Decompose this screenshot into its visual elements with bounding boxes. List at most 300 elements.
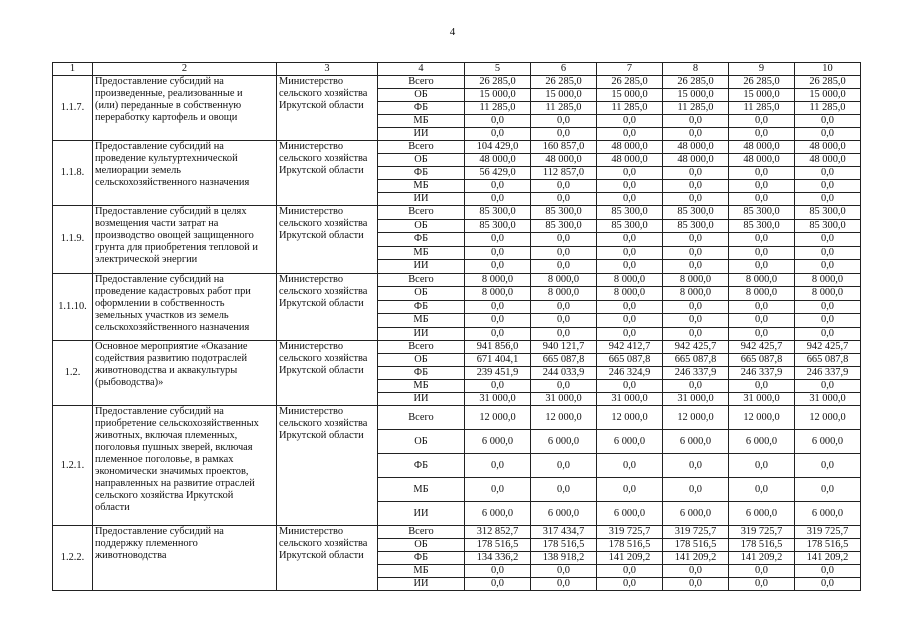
executor-line: Иркутской области — [279, 100, 364, 111]
value-cell: 0,0 — [465, 314, 531, 328]
funding-source: ФБ — [378, 102, 465, 115]
value-cell: 0,0 — [795, 454, 861, 478]
value-cell: 85 300,0 — [663, 219, 729, 233]
value-cell: 0,0 — [531, 327, 597, 341]
executor-line: Иркутской области — [279, 430, 364, 441]
value-cell: 0,0 — [795, 180, 861, 193]
value-cell: 0,0 — [597, 327, 663, 341]
value-cell: 11 285,0 — [531, 102, 597, 115]
value-cell: 141 209,2 — [795, 552, 861, 565]
value-cell: 26 285,0 — [531, 76, 597, 89]
column-number: 2 — [93, 63, 277, 76]
item-name — [93, 341, 277, 406]
executor — [277, 406, 378, 526]
value-cell: 0,0 — [465, 246, 531, 260]
value-cell: 0,0 — [597, 478, 663, 502]
value-cell: 31 000,0 — [663, 393, 729, 406]
value-cell: 8 000,0 — [531, 287, 597, 301]
value-cell: 0,0 — [729, 300, 795, 314]
item-name-line: направленных на развитие отраслей — [95, 478, 255, 489]
item-number: 1.1.9. — [53, 206, 93, 274]
item-name-line: оформлении в собственность — [95, 297, 225, 309]
column-number: 6 — [531, 63, 597, 76]
value-cell: 48 000,0 — [531, 154, 597, 167]
table-row — [53, 206, 861, 220]
value-cell: 0,0 — [531, 233, 597, 247]
item-name-line: Предоставление субсидий на — [95, 406, 224, 417]
value-cell: 8 000,0 — [597, 287, 663, 301]
executor-line: Министерство — [279, 206, 344, 217]
value-cell: 6 000,0 — [795, 430, 861, 454]
column-number: 7 — [597, 63, 663, 76]
value-cell: 160 857,0 — [531, 141, 597, 154]
value-cell: 15 000,0 — [729, 89, 795, 102]
value-cell: 8 000,0 — [729, 287, 795, 301]
value-cell: 940 121,7 — [531, 341, 597, 354]
value-cell: 12 000,0 — [465, 406, 531, 430]
funding-source: ОБ — [378, 430, 465, 454]
value-cell: 8 000,0 — [663, 287, 729, 301]
value-cell: 0,0 — [531, 380, 597, 393]
value-cell: 0,0 — [729, 314, 795, 328]
value-cell: 0,0 — [597, 246, 663, 260]
funding-source: МБ — [378, 478, 465, 502]
executor-line: Министерство — [279, 406, 344, 417]
value-cell: 0,0 — [465, 454, 531, 478]
value-cell: 56 429,0 — [465, 167, 531, 180]
value-cell: 15 000,0 — [597, 89, 663, 102]
value-cell: 319 725,7 — [663, 526, 729, 539]
item-number: 1.2.2. — [53, 526, 93, 591]
funding-source: Всего — [378, 341, 465, 354]
value-cell: 12 000,0 — [663, 406, 729, 430]
value-cell: 0,0 — [795, 260, 861, 274]
item-name — [93, 141, 277, 206]
value-cell: 0,0 — [729, 233, 795, 247]
value-cell: 0,0 — [663, 128, 729, 141]
value-cell: 31 000,0 — [795, 393, 861, 406]
funding-source: ОБ — [378, 219, 465, 233]
funding-source: МБ — [378, 565, 465, 578]
value-cell: 11 285,0 — [465, 102, 531, 115]
executor-line: Иркутской области — [279, 365, 364, 376]
value-cell: 141 209,2 — [729, 552, 795, 565]
value-cell: 0,0 — [531, 246, 597, 260]
value-cell: 0,0 — [663, 454, 729, 478]
value-cell: 0,0 — [597, 233, 663, 247]
funding-source: ФБ — [378, 454, 465, 478]
value-cell: 85 300,0 — [531, 206, 597, 220]
value-cell: 0,0 — [729, 115, 795, 128]
item-name-line: возмещения части затрат на — [95, 218, 219, 229]
funding-source: Всего — [378, 406, 465, 430]
value-cell: 0,0 — [795, 380, 861, 393]
executor-line: сельского хозяйства — [279, 218, 368, 229]
value-cell: 319 725,7 — [729, 526, 795, 539]
value-cell: 85 300,0 — [531, 219, 597, 233]
column-number: 3 — [277, 63, 378, 76]
value-cell: 0,0 — [663, 478, 729, 502]
item-number: 1.2. — [53, 341, 93, 406]
funding-source: ИИ — [378, 502, 465, 526]
value-cell: 26 285,0 — [663, 76, 729, 89]
value-cell: 0,0 — [597, 578, 663, 591]
value-cell: 0,0 — [465, 115, 531, 128]
value-cell: 0,0 — [663, 380, 729, 393]
funding-source: ФБ — [378, 552, 465, 565]
item-name-line: животноводства и аквакультуры — [95, 365, 238, 376]
funding-source: ИИ — [378, 128, 465, 141]
item-name-line: сельского хозяйства Иркутской — [95, 490, 234, 501]
item-name-line: животноводства — [95, 550, 167, 561]
value-cell: 0,0 — [531, 565, 597, 578]
value-cell: 0,0 — [663, 115, 729, 128]
value-cell: 8 000,0 — [531, 273, 597, 287]
value-cell: 48 000,0 — [663, 154, 729, 167]
value-cell: 0,0 — [795, 115, 861, 128]
value-cell: 0,0 — [597, 454, 663, 478]
value-cell: 0,0 — [729, 246, 795, 260]
value-cell: 85 300,0 — [465, 206, 531, 220]
value-cell: 0,0 — [465, 327, 531, 341]
item-name — [93, 526, 277, 591]
executor-line: Министерство — [279, 526, 344, 537]
value-cell: 0,0 — [597, 565, 663, 578]
value-cell: 104 429,0 — [465, 141, 531, 154]
value-cell: 0,0 — [795, 478, 861, 502]
table-row — [53, 76, 861, 89]
value-cell: 85 300,0 — [729, 219, 795, 233]
executor — [277, 273, 378, 341]
value-cell: 8 000,0 — [465, 287, 531, 301]
item-name-line: проведение кадастровых работ при — [95, 285, 251, 297]
value-cell: 0,0 — [795, 327, 861, 341]
item-name-line: Основное мероприятие «Оказание — [95, 341, 248, 352]
value-cell: 0,0 — [531, 260, 597, 274]
value-cell: 0,0 — [663, 193, 729, 206]
column-number: 9 — [729, 63, 795, 76]
executor-line: сельского хозяйства — [279, 153, 368, 164]
value-cell: 0,0 — [597, 300, 663, 314]
value-cell: 0,0 — [729, 128, 795, 141]
value-cell: 6 000,0 — [729, 502, 795, 526]
value-cell: 0,0 — [465, 193, 531, 206]
item-name-line: земельных участков из земель — [95, 309, 229, 321]
value-cell: 6 000,0 — [465, 430, 531, 454]
executor — [277, 141, 378, 206]
funding-source: ФБ — [378, 167, 465, 180]
item-name-line: содействия развитию подотраслей — [95, 353, 248, 364]
column-number: 10 — [795, 63, 861, 76]
value-cell: 15 000,0 — [795, 89, 861, 102]
funding-source: ОБ — [378, 287, 465, 301]
value-cell: 85 300,0 — [465, 219, 531, 233]
value-cell: 48 000,0 — [795, 154, 861, 167]
value-cell: 138 918,2 — [531, 552, 597, 565]
value-cell: 312 852,7 — [465, 526, 531, 539]
value-cell: 85 300,0 — [729, 206, 795, 220]
value-cell: 0,0 — [795, 565, 861, 578]
funding-source: Всего — [378, 206, 465, 220]
funding-source: Всего — [378, 76, 465, 89]
value-cell: 0,0 — [531, 128, 597, 141]
value-cell: 26 285,0 — [465, 76, 531, 89]
funding-source: ОБ — [378, 89, 465, 102]
value-cell: 26 285,0 — [795, 76, 861, 89]
item-name-line: грунта для приобретения тепловой и — [95, 242, 258, 253]
value-cell: 112 857,0 — [531, 167, 597, 180]
funding-source: ФБ — [378, 367, 465, 380]
item-name-line: производство овощей защищенного — [95, 230, 254, 241]
value-cell: 178 516,5 — [531, 539, 597, 552]
value-cell: 6 000,0 — [597, 430, 663, 454]
item-name — [93, 406, 277, 526]
funding-source: МБ — [378, 380, 465, 393]
value-cell: 178 516,5 — [465, 539, 531, 552]
value-cell: 6 000,0 — [465, 502, 531, 526]
value-cell: 15 000,0 — [531, 89, 597, 102]
value-cell: 12 000,0 — [729, 406, 795, 430]
value-cell: 0,0 — [663, 260, 729, 274]
item-name-line: Предоставление субсидий в целях — [95, 206, 247, 217]
value-cell: 0,0 — [663, 314, 729, 328]
value-cell: 0,0 — [465, 233, 531, 247]
item-number: 1.2.1. — [53, 406, 93, 526]
value-cell: 11 285,0 — [729, 102, 795, 115]
item-name-line: племенное поголовье, в рамках — [95, 454, 234, 465]
item-name-line: электрической энергии — [95, 254, 198, 265]
value-cell: 0,0 — [597, 167, 663, 180]
executor-line: Иркутской области — [279, 550, 364, 561]
item-name — [93, 206, 277, 274]
value-cell: 11 285,0 — [663, 102, 729, 115]
value-cell: 0,0 — [531, 578, 597, 591]
value-cell: 0,0 — [465, 180, 531, 193]
value-cell: 178 516,5 — [663, 539, 729, 552]
funding-source: МБ — [378, 115, 465, 128]
value-cell: 31 000,0 — [597, 393, 663, 406]
value-cell: 0,0 — [531, 478, 597, 502]
value-cell: 26 285,0 — [729, 76, 795, 89]
value-cell: 0,0 — [465, 565, 531, 578]
item-name-line: Предоставление субсидий на — [95, 526, 224, 537]
value-cell: 48 000,0 — [597, 154, 663, 167]
column-number: 1 — [53, 63, 93, 76]
item-name-line: животных, включая племенных, — [95, 430, 238, 441]
column-number: 5 — [465, 63, 531, 76]
value-cell: 26 285,0 — [597, 76, 663, 89]
value-cell: 246 337,9 — [663, 367, 729, 380]
value-cell: 0,0 — [465, 380, 531, 393]
column-number-row — [53, 63, 861, 76]
value-cell: 0,0 — [597, 180, 663, 193]
value-cell: 8 000,0 — [465, 273, 531, 287]
value-cell: 8 000,0 — [597, 273, 663, 287]
executor-line: Иркутской области — [279, 230, 364, 241]
value-cell: 0,0 — [531, 180, 597, 193]
table-row — [53, 141, 861, 154]
executor-line: сельского хозяйства — [279, 538, 368, 549]
value-cell: 0,0 — [663, 246, 729, 260]
item-name-line: поддержку племенного — [95, 538, 198, 549]
funding-source: ИИ — [378, 393, 465, 406]
value-cell: 665 087,8 — [531, 354, 597, 367]
value-cell: 665 087,8 — [663, 354, 729, 367]
executor — [277, 526, 378, 591]
item-name-line: области — [95, 502, 130, 513]
value-cell: 0,0 — [531, 300, 597, 314]
executor-line: Министерство — [279, 76, 344, 87]
value-cell: 0,0 — [465, 578, 531, 591]
value-cell: 31 000,0 — [465, 393, 531, 406]
value-cell: 0,0 — [795, 233, 861, 247]
value-cell: 0,0 — [729, 565, 795, 578]
value-cell: 0,0 — [597, 314, 663, 328]
funding-source: ИИ — [378, 193, 465, 206]
value-cell: 319 725,7 — [795, 526, 861, 539]
value-cell: 6 000,0 — [729, 430, 795, 454]
value-cell: 0,0 — [729, 478, 795, 502]
value-cell: 31 000,0 — [729, 393, 795, 406]
item-name — [93, 76, 277, 141]
item-name-line: сельскохозяйственного назначения — [95, 177, 250, 188]
value-cell: 11 285,0 — [795, 102, 861, 115]
executor-line: Иркутской области — [279, 165, 364, 176]
value-cell: 0,0 — [663, 180, 729, 193]
value-cell: 0,0 — [663, 167, 729, 180]
table-row — [53, 273, 861, 287]
value-cell: 239 451,9 — [465, 367, 531, 380]
value-cell: 85 300,0 — [795, 219, 861, 233]
value-cell: 0,0 — [729, 327, 795, 341]
funding-source: ИИ — [378, 260, 465, 274]
page-number: 4 — [449, 26, 456, 38]
item-name-line: Предоставление субсидий на — [95, 273, 224, 285]
value-cell: 48 000,0 — [663, 141, 729, 154]
value-cell: 0,0 — [795, 300, 861, 314]
value-cell: 178 516,5 — [597, 539, 663, 552]
value-cell: 0,0 — [597, 115, 663, 128]
item-number: 1.1.10. — [53, 273, 93, 341]
value-cell: 31 000,0 — [531, 393, 597, 406]
value-cell: 942 425,7 — [795, 341, 861, 354]
value-cell: 0,0 — [795, 314, 861, 328]
value-cell: 0,0 — [597, 260, 663, 274]
item-name-line: экономически значимых проектов, — [95, 466, 249, 477]
funding-source: МБ — [378, 314, 465, 328]
value-cell: 6 000,0 — [531, 502, 597, 526]
table-row — [53, 341, 861, 354]
executor — [277, 206, 378, 274]
funding-source: Всего — [378, 141, 465, 154]
value-cell: 0,0 — [795, 246, 861, 260]
value-cell: 246 337,9 — [795, 367, 861, 380]
value-cell: 85 300,0 — [597, 219, 663, 233]
value-cell: 0,0 — [795, 167, 861, 180]
value-cell: 8 000,0 — [729, 273, 795, 287]
value-cell: 942 425,7 — [729, 341, 795, 354]
value-cell: 11 285,0 — [597, 102, 663, 115]
value-cell: 12 000,0 — [597, 406, 663, 430]
item-number: 1.1.7. — [53, 76, 93, 141]
value-cell: 0,0 — [663, 300, 729, 314]
value-cell: 0,0 — [663, 578, 729, 591]
value-cell: 8 000,0 — [795, 287, 861, 301]
value-cell: 12 000,0 — [795, 406, 861, 430]
value-cell: 941 856,0 — [465, 341, 531, 354]
value-cell: 0,0 — [795, 578, 861, 591]
value-cell: 942 425,7 — [663, 341, 729, 354]
value-cell: 8 000,0 — [663, 273, 729, 287]
funding-source: ОБ — [378, 154, 465, 167]
value-cell: 85 300,0 — [795, 206, 861, 220]
value-cell: 671 404,1 — [465, 354, 531, 367]
funding-source: ФБ — [378, 300, 465, 314]
funding-source: МБ — [378, 180, 465, 193]
value-cell: 246 324,9 — [597, 367, 663, 380]
value-cell: 178 516,5 — [729, 539, 795, 552]
value-cell: 141 209,2 — [597, 552, 663, 565]
executor-line: Министерство — [279, 141, 344, 152]
value-cell: 665 087,8 — [597, 354, 663, 367]
column-number: 4 — [378, 63, 465, 76]
value-cell: 85 300,0 — [663, 206, 729, 220]
value-cell: 0,0 — [531, 454, 597, 478]
value-cell: 0,0 — [663, 233, 729, 247]
executor-line: Министерство — [279, 341, 344, 352]
value-cell: 134 336,2 — [465, 552, 531, 565]
value-cell: 48 000,0 — [729, 141, 795, 154]
value-cell: 12 000,0 — [531, 406, 597, 430]
value-cell: 0,0 — [729, 180, 795, 193]
funding-source: ИИ — [378, 327, 465, 341]
value-cell: 85 300,0 — [597, 206, 663, 220]
value-cell: 0,0 — [663, 565, 729, 578]
item-number: 1.1.8. — [53, 141, 93, 206]
value-cell: 0,0 — [729, 193, 795, 206]
funding-source: ФБ — [378, 233, 465, 247]
item-name-line: Предоставление субсидий на — [95, 76, 224, 87]
value-cell: 15 000,0 — [465, 89, 531, 102]
item-name-line: Предоставление субсидий на — [95, 141, 224, 152]
executor-line: Министерство — [279, 273, 344, 285]
item-name-line: приобретение сельскохозяйственных — [95, 418, 259, 429]
executor-line: Иркутской области — [279, 297, 364, 309]
value-cell: 6 000,0 — [795, 502, 861, 526]
value-cell: 0,0 — [465, 300, 531, 314]
value-cell: 0,0 — [597, 128, 663, 141]
value-cell: 48 000,0 — [465, 154, 531, 167]
value-cell: 6 000,0 — [531, 430, 597, 454]
funding-source: Всего — [378, 526, 465, 539]
value-cell: 0,0 — [531, 115, 597, 128]
value-cell: 0,0 — [663, 327, 729, 341]
executor-line: сельского хозяйства — [279, 285, 368, 297]
table-row — [53, 526, 861, 539]
value-cell: 48 000,0 — [795, 141, 861, 154]
value-cell: 0,0 — [465, 260, 531, 274]
item-name-line: переработку картофель и овощи — [95, 112, 238, 123]
subsidy-table — [52, 62, 861, 591]
funding-source: МБ — [378, 246, 465, 260]
value-cell: 665 087,8 — [729, 354, 795, 367]
item-name — [93, 273, 277, 341]
item-name-line: сельскохозяйственного назначения — [95, 321, 250, 333]
funding-source: ОБ — [378, 539, 465, 552]
value-cell: 6 000,0 — [597, 502, 663, 526]
value-cell: 0,0 — [531, 193, 597, 206]
item-name-line: (рыбоводства)» — [95, 377, 164, 388]
